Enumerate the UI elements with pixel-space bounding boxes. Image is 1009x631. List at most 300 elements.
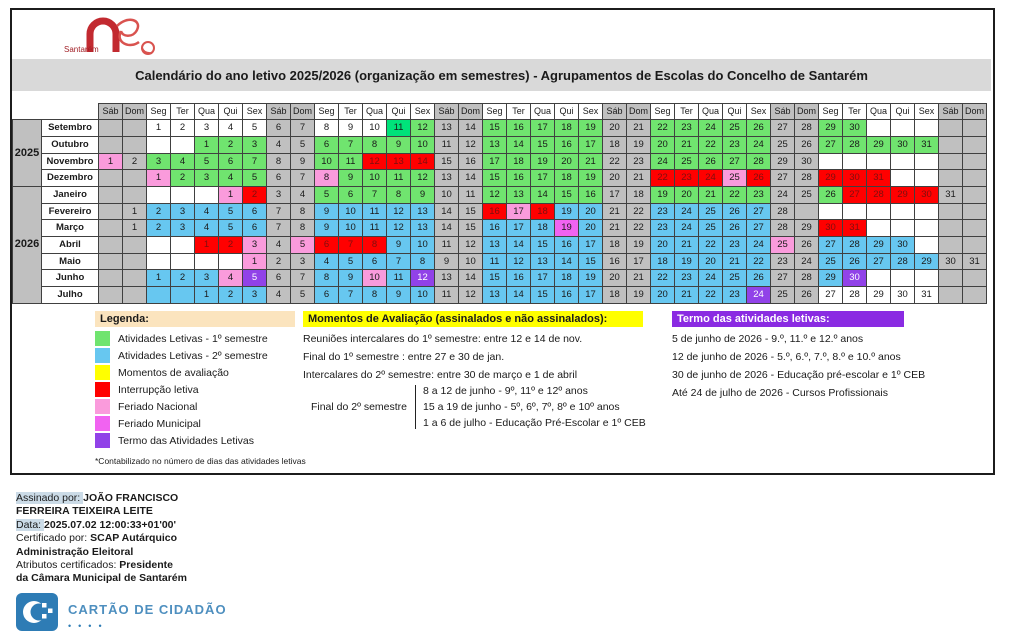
day-cell: 9: [387, 237, 411, 254]
day-cell: 24: [699, 170, 723, 187]
day-cell: 22: [651, 120, 675, 137]
day-cell: 22: [651, 270, 675, 287]
day-cell: 11: [387, 270, 411, 287]
day-cell: [147, 186, 171, 203]
day-cell: 10: [363, 120, 387, 137]
avaliacao-line: Reuniões intercalares do 1º semestre: entre 12 e 14 de nov.: [303, 333, 583, 345]
day-cell: 30: [843, 270, 867, 287]
page-title: Calendário do ano letivo 2025/2026 (organização em semestres) - Agrupamentos de Escolas do Concelho de Santarém: [12, 59, 991, 91]
day-cell: 15: [483, 170, 507, 187]
day-cell: [843, 153, 867, 170]
day-cell: 11: [363, 203, 387, 220]
day-cell: 8: [291, 220, 315, 237]
day-cell: 12: [387, 220, 411, 237]
day-cell: 9: [339, 170, 363, 187]
day-cell: 5: [243, 270, 267, 287]
day-cell: [939, 270, 963, 287]
day-cell: [147, 253, 171, 270]
day-cell: 9: [387, 287, 411, 304]
day-cell: 26: [747, 270, 771, 287]
day-cell: 26: [699, 153, 723, 170]
day-cell: 26: [723, 220, 747, 237]
day-cell: 18: [555, 270, 579, 287]
day-cell: 18: [603, 136, 627, 153]
day-cell: 6: [267, 120, 291, 137]
day-cell: 2: [147, 220, 171, 237]
day-cell: 11: [363, 220, 387, 237]
legend-swatch: [95, 433, 110, 448]
weekday-header: Sex: [915, 104, 939, 120]
cartao-cidadao-brand: CARTÃO DE CIDADÃO: [68, 601, 227, 617]
day-cell: 20: [579, 203, 603, 220]
weekday-header: Sex: [579, 104, 603, 120]
day-cell: 21: [579, 153, 603, 170]
day-cell: 19: [651, 186, 675, 203]
day-cell: 9: [315, 220, 339, 237]
day-cell: 13: [483, 237, 507, 254]
weekday-header: Qui: [891, 104, 915, 120]
day-cell: 16: [555, 287, 579, 304]
day-cell: 6: [267, 270, 291, 287]
weekday-header: Sáb: [435, 104, 459, 120]
day-cell: [891, 220, 915, 237]
day-cell: 20: [699, 253, 723, 270]
day-cell: 16: [483, 203, 507, 220]
day-cell: 12: [411, 270, 435, 287]
day-cell: [99, 203, 123, 220]
month-row: [13, 287, 987, 304]
day-cell: [963, 287, 987, 304]
day-cell: 31: [843, 220, 867, 237]
day-cell: 13: [435, 270, 459, 287]
month-label: Julho: [42, 287, 99, 304]
month-row: [13, 153, 987, 170]
day-cell: [963, 153, 987, 170]
day-cell: 16: [507, 170, 531, 187]
day-cell: 20: [651, 136, 675, 153]
final-item: 1 a 6 de julho - Educação Pré-Escolar e 1º CEB: [423, 417, 646, 429]
weekday-header: Qui: [555, 104, 579, 120]
day-cell: 30: [795, 153, 819, 170]
day-cell: 31: [939, 186, 963, 203]
day-cell: [99, 136, 123, 153]
day-cell: [867, 153, 891, 170]
day-cell: 3: [195, 120, 219, 137]
day-cell: [171, 287, 195, 304]
day-cell: 10: [339, 220, 363, 237]
legend-swatch: [95, 382, 110, 397]
day-cell: [147, 136, 171, 153]
final-2-semestre-label: Final do 2º semestre: [310, 401, 408, 413]
day-cell: 27: [771, 120, 795, 137]
day-cell: 6: [315, 136, 339, 153]
day-cell: 7: [387, 253, 411, 270]
day-cell: 29: [819, 120, 843, 137]
month-label: Novembro: [42, 153, 99, 170]
cartao-cidadao-logo-icon: [16, 593, 58, 631]
day-cell: 30: [939, 253, 963, 270]
day-cell: 10: [411, 237, 435, 254]
day-cell: 15: [579, 253, 603, 270]
day-cell: 27: [747, 203, 771, 220]
day-cell: 16: [579, 186, 603, 203]
day-cell: 15: [555, 186, 579, 203]
day-cell: 23: [723, 136, 747, 153]
month-label: Setembro: [42, 120, 99, 137]
day-cell: 11: [387, 170, 411, 187]
day-cell: 14: [459, 270, 483, 287]
day-cell: 26: [747, 170, 771, 187]
weekday-header: Ter: [675, 104, 699, 120]
termo-line: 30 de junho de 2026 - Educação pré-escolar e 1º CEB: [672, 369, 926, 381]
day-cell: 4: [219, 170, 243, 187]
day-cell: 31: [867, 170, 891, 187]
weekday-header: Dom: [291, 104, 315, 120]
day-cell: 12: [459, 136, 483, 153]
signature-block: [16, 492, 316, 631]
day-cell: 24: [675, 203, 699, 220]
day-cell: 11: [459, 186, 483, 203]
day-cell: 23: [675, 170, 699, 187]
day-cell: 27: [819, 287, 843, 304]
day-cell: 14: [507, 287, 531, 304]
month-label: Janeiro: [42, 186, 99, 203]
legend-swatch: [95, 365, 110, 380]
legend-title: Legenda:: [95, 311, 295, 327]
day-cell: 2: [123, 153, 147, 170]
legend-item-label: Atividades Letivas - 1º semestre: [118, 332, 268, 345]
day-cell: 28: [771, 203, 795, 220]
day-cell: 19: [627, 287, 651, 304]
day-cell: 21: [675, 237, 699, 254]
day-cell: [939, 237, 963, 254]
day-cell: 1: [195, 237, 219, 254]
day-cell: 22: [723, 186, 747, 203]
day-cell: 6: [315, 237, 339, 254]
day-cell: 17: [579, 237, 603, 254]
day-cell: 19: [579, 120, 603, 137]
day-cell: 2: [219, 237, 243, 254]
day-cell: [99, 270, 123, 287]
day-cell: 16: [507, 270, 531, 287]
legend-item: [95, 398, 300, 415]
day-cell: 12: [459, 287, 483, 304]
day-cell: 4: [195, 220, 219, 237]
day-cell: 11: [339, 153, 363, 170]
day-cell: [171, 136, 195, 153]
day-cell: 2: [171, 120, 195, 137]
day-cell: 12: [387, 203, 411, 220]
weekday-header: Qui: [723, 104, 747, 120]
day-cell: 15: [459, 220, 483, 237]
weekday-header: Ter: [843, 104, 867, 120]
termo-title: Termo das atividades letivas:: [672, 311, 904, 327]
weekday-header: Sáb: [771, 104, 795, 120]
weekday-header: Ter: [339, 104, 363, 120]
day-cell: 19: [531, 153, 555, 170]
day-cell: 5: [291, 136, 315, 153]
day-cell: [939, 136, 963, 153]
day-cell: 29: [867, 136, 891, 153]
day-cell: 3: [147, 153, 171, 170]
day-cell: 28: [795, 120, 819, 137]
day-cell: 3: [171, 203, 195, 220]
day-cell: [99, 186, 123, 203]
day-cell: 9: [339, 270, 363, 287]
day-cell: [123, 170, 147, 187]
avaliacao-lines: [303, 333, 648, 381]
legend-item-label: Feriado Nacional: [118, 400, 198, 413]
day-cell: [99, 237, 123, 254]
day-cell: 26: [843, 253, 867, 270]
legend-item: [95, 381, 300, 398]
termo-line: 12 de junho de 2026 - 5.º, 6.º, 7.º, 8.º e 10.º anos: [672, 351, 901, 363]
day-cell: 18: [555, 120, 579, 137]
day-cell: 20: [651, 287, 675, 304]
day-cell: 10: [435, 186, 459, 203]
day-cell: 2: [171, 270, 195, 287]
day-cell: 25: [675, 153, 699, 170]
day-cell: 17: [579, 136, 603, 153]
day-cell: 24: [747, 136, 771, 153]
day-cell: [939, 203, 963, 220]
legend-swatch: [95, 399, 110, 414]
legend-item: [95, 347, 300, 364]
day-cell: 19: [627, 136, 651, 153]
day-cell: 27: [819, 237, 843, 254]
day-cell: 6: [267, 170, 291, 187]
weekday-header-row: [13, 104, 987, 120]
weekday-header: Sáb: [939, 104, 963, 120]
day-cell: [939, 153, 963, 170]
signature-lines: [16, 492, 316, 586]
day-cell: [915, 203, 939, 220]
day-cell: 21: [603, 203, 627, 220]
day-cell: 19: [579, 170, 603, 187]
day-cell: 3: [243, 287, 267, 304]
day-cell: 12: [363, 153, 387, 170]
day-cell: [891, 170, 915, 187]
day-cell: 7: [339, 136, 363, 153]
day-cell: 31: [963, 253, 987, 270]
day-cell: 25: [771, 237, 795, 254]
day-cell: 28: [747, 153, 771, 170]
day-cell: 23: [723, 287, 747, 304]
signature-line: FERREIRA TEIXEIRA LEITE: [16, 505, 153, 518]
weekday-header: Seg: [147, 104, 171, 120]
legend-item: [95, 364, 300, 381]
day-cell: 1: [99, 153, 123, 170]
day-cell: 27: [843, 186, 867, 203]
legend-item: [95, 432, 300, 449]
day-cell: 14: [435, 203, 459, 220]
day-cell: 23: [747, 186, 771, 203]
day-cell: 10: [411, 136, 435, 153]
weekday-header: Sáb: [99, 104, 123, 120]
month-label: Abril: [42, 237, 99, 254]
day-cell: [915, 220, 939, 237]
day-cell: 14: [411, 153, 435, 170]
day-cell: [195, 186, 219, 203]
day-cell: 26: [819, 186, 843, 203]
year-label-2025: 2025: [13, 120, 42, 187]
day-cell: 18: [603, 287, 627, 304]
weekday-header: Sáb: [603, 104, 627, 120]
weekday-header: Dom: [459, 104, 483, 120]
month-label: Junho: [42, 270, 99, 287]
legend-swatch: [95, 416, 110, 431]
day-cell: 8: [315, 120, 339, 137]
day-cell: 18: [507, 153, 531, 170]
day-cell: 1: [219, 186, 243, 203]
day-cell: 5: [243, 120, 267, 137]
day-cell: 1: [123, 203, 147, 220]
day-cell: 13: [387, 153, 411, 170]
day-cell: 11: [483, 253, 507, 270]
month-row: [13, 136, 987, 153]
day-cell: 30: [891, 136, 915, 153]
day-cell: 15: [531, 287, 555, 304]
day-cell: 10: [315, 153, 339, 170]
day-cell: 14: [507, 136, 531, 153]
day-cell: 12: [507, 253, 531, 270]
santarem-logo-graphic: [60, 10, 180, 58]
day-cell: 8: [411, 253, 435, 270]
month-label: Fevereiro: [42, 203, 99, 220]
final-list: [415, 385, 646, 429]
weekday-header: Seg: [651, 104, 675, 120]
day-cell: 7: [267, 220, 291, 237]
day-cell: 29: [867, 287, 891, 304]
day-cell: 4: [171, 153, 195, 170]
legend-item: [95, 330, 300, 347]
day-cell: [819, 153, 843, 170]
day-cell: 15: [459, 203, 483, 220]
day-cell: 11: [435, 287, 459, 304]
day-cell: [963, 203, 987, 220]
day-cell: 7: [363, 186, 387, 203]
day-cell: 25: [699, 203, 723, 220]
day-cell: 29: [915, 253, 939, 270]
month-label: Maio: [42, 253, 99, 270]
day-cell: 11: [387, 120, 411, 137]
day-cell: [171, 186, 195, 203]
day-cell: 4: [291, 186, 315, 203]
day-cell: [819, 203, 843, 220]
day-cell: 21: [723, 253, 747, 270]
day-cell: 12: [459, 237, 483, 254]
weekday-header: Qua: [867, 104, 891, 120]
day-cell: 22: [603, 153, 627, 170]
day-cell: 6: [243, 203, 267, 220]
day-cell: 27: [819, 136, 843, 153]
day-cell: 8: [363, 136, 387, 153]
day-cell: 2: [219, 287, 243, 304]
month-row: [13, 253, 987, 270]
legend-item-label: Feriado Municipal: [118, 417, 201, 430]
day-cell: 18: [603, 237, 627, 254]
day-cell: 9: [411, 186, 435, 203]
legend-item-label: Interrupção letiva: [118, 383, 199, 396]
day-cell: 28: [771, 220, 795, 237]
weekday-header: Qua: [195, 104, 219, 120]
day-cell: [867, 270, 891, 287]
day-cell: [123, 120, 147, 137]
day-cell: 4: [315, 253, 339, 270]
day-cell: 15: [531, 237, 555, 254]
month-row: [13, 203, 987, 220]
day-cell: 7: [291, 270, 315, 287]
day-cell: 25: [819, 253, 843, 270]
day-cell: 4: [267, 287, 291, 304]
day-cell: 5: [219, 203, 243, 220]
day-cell: 23: [651, 220, 675, 237]
day-cell: 30: [891, 237, 915, 254]
day-cell: 8: [291, 203, 315, 220]
final-item: 15 a 19 de junho - 5º, 6º, 7º, 8º e 10º anos: [423, 401, 620, 413]
weekday-header: Ter: [171, 104, 195, 120]
day-cell: 9: [387, 136, 411, 153]
day-cell: 17: [531, 270, 555, 287]
legend-item-label: Momentos de avaliação: [118, 366, 229, 379]
legend-swatch: [95, 331, 110, 346]
day-cell: 20: [603, 270, 627, 287]
day-cell: 31: [915, 136, 939, 153]
day-cell: 19: [675, 253, 699, 270]
table-corner: [13, 104, 99, 120]
day-cell: 26: [795, 237, 819, 254]
day-cell: 26: [795, 287, 819, 304]
month-row: [13, 270, 987, 287]
day-cell: 26: [747, 120, 771, 137]
day-cell: 27: [771, 170, 795, 187]
day-cell: 29: [819, 270, 843, 287]
weekday-header: Dom: [123, 104, 147, 120]
weekday-header: Sex: [747, 104, 771, 120]
calendar-table: [12, 103, 987, 304]
year-label-2026: 2026: [13, 186, 42, 303]
day-cell: 30: [843, 170, 867, 187]
day-cell: [99, 287, 123, 304]
santarem-logo: [60, 10, 180, 58]
day-cell: [891, 120, 915, 137]
weekday-header: Qui: [387, 104, 411, 120]
day-cell: 26: [723, 203, 747, 220]
signature-line: Certificado por: SCAP Autárquico: [16, 532, 178, 545]
day-cell: [963, 270, 987, 287]
day-cell: 1: [195, 287, 219, 304]
day-cell: [123, 270, 147, 287]
day-cell: 20: [555, 153, 579, 170]
day-cell: 25: [771, 136, 795, 153]
day-cell: 28: [843, 237, 867, 254]
day-cell: 22: [699, 287, 723, 304]
month-row: [13, 186, 987, 203]
day-cell: 14: [555, 253, 579, 270]
signature-line: da Câmara Municipal de Santarém: [16, 572, 187, 585]
day-cell: 4: [219, 270, 243, 287]
month-label: Outubro: [42, 136, 99, 153]
day-cell: 3: [243, 237, 267, 254]
day-cell: 15: [483, 120, 507, 137]
day-cell: 21: [675, 136, 699, 153]
day-cell: [939, 287, 963, 304]
day-cell: 17: [483, 153, 507, 170]
day-cell: 18: [555, 170, 579, 187]
day-cell: 21: [627, 120, 651, 137]
day-cell: 18: [531, 203, 555, 220]
day-cell: 31: [915, 287, 939, 304]
